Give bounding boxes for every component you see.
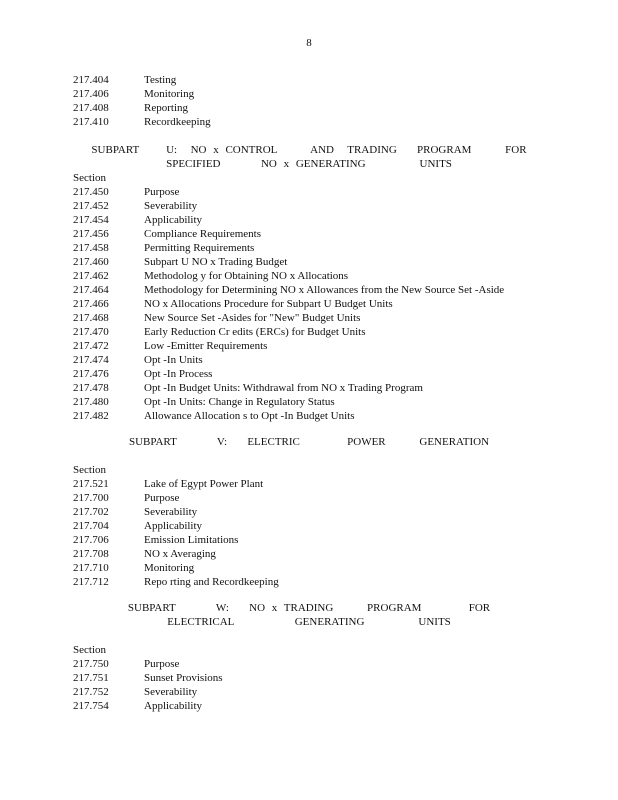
- section-number: 217.456: [73, 228, 109, 240]
- section-title: Opt -In Process: [144, 368, 213, 380]
- list-item: [73, 519, 553, 533]
- section-number: 217.406: [73, 88, 109, 100]
- section-title: Purpose: [144, 492, 180, 504]
- section-title: Repo rting and Recordkeeping: [144, 576, 279, 588]
- list-item: [73, 185, 553, 199]
- section-number: 217.751: [73, 672, 109, 684]
- section-number: 217.706: [73, 534, 109, 546]
- section-label: Section: [73, 644, 106, 656]
- list-item: [73, 395, 553, 409]
- section-title: Purpose: [144, 186, 180, 198]
- section-number: 217.710: [73, 562, 109, 574]
- section-title: NO x Averaging: [144, 548, 216, 560]
- list-item: [73, 533, 553, 547]
- section-title: Sunset Provisions: [144, 672, 223, 684]
- section-title: Monitoring: [144, 88, 195, 100]
- section-number: 217.702: [73, 506, 109, 518]
- list-item: [73, 213, 553, 227]
- list-item: [73, 241, 553, 255]
- section-title: Reporting: [144, 102, 188, 114]
- section-number: 217.408: [73, 102, 109, 114]
- section-number: 217.410: [73, 116, 109, 128]
- list-item: [73, 227, 553, 241]
- subpart-v-heading: SUBPART V: ELECTRIC POWER GENERATION: [128, 436, 490, 448]
- section-number: 217.460: [73, 256, 109, 268]
- section-number: 217.704: [73, 520, 109, 532]
- section-number: 217.458: [73, 242, 109, 254]
- list-item: [73, 73, 553, 87]
- section-number: 217.450: [73, 186, 109, 198]
- list-item: [73, 297, 553, 311]
- section-number: 217.472: [73, 340, 109, 352]
- section-number: 217.521: [73, 478, 109, 490]
- list-item: [73, 101, 553, 115]
- section-title: Methodology for Determining NO x Allowances from the New Source Set -Aside: [144, 284, 505, 296]
- list-item: [73, 199, 553, 213]
- section-label: Section: [73, 464, 106, 476]
- subpart-w-heading-line1: SUBPART W: NO x TRADING PROGRAM FOR: [127, 602, 491, 614]
- section-number: 217.468: [73, 312, 109, 324]
- list-item: [73, 325, 553, 339]
- section-title: NO x Allocations Procedure for Subpart U Budget Units: [144, 298, 393, 310]
- list-item: [73, 409, 553, 423]
- section-title: Allowance Allocation s to Opt -In Budget Units: [144, 410, 355, 422]
- section-title: Lake of Egypt Power Plant: [144, 478, 264, 490]
- section-number: 217.452: [73, 200, 109, 212]
- section-number: 217.752: [73, 686, 109, 698]
- section-number: 217.464: [73, 284, 109, 296]
- section-number: 217.404: [73, 74, 109, 86]
- list-item: [73, 115, 553, 129]
- section-number: 217.454: [73, 214, 109, 226]
- section-number: 217.466: [73, 298, 109, 310]
- list-item: [73, 671, 553, 685]
- list-item: [73, 367, 553, 381]
- section-title: Opt -In Budget Units: Withdrawal from NO x Trading Program: [144, 382, 423, 394]
- section-title: Applicability: [144, 520, 203, 532]
- section-title: Severability: [144, 686, 198, 698]
- section-list-v: [73, 463, 553, 589]
- section-title: Severability: [144, 506, 198, 518]
- section-title: Subpart U NO x Trading Budget: [144, 256, 288, 268]
- section-title: Emission Limitations: [144, 534, 239, 546]
- list-item: [73, 685, 553, 699]
- section-number: 217.712: [73, 576, 109, 588]
- list-item: [73, 491, 553, 505]
- section-title: Early Reduction Cr edits (ERCs) for Budget Units: [144, 326, 366, 338]
- section-title: Purpose: [144, 658, 180, 670]
- section-number: 217.482: [73, 410, 109, 422]
- list-item: [73, 547, 553, 561]
- section-number: 217.754: [73, 700, 109, 712]
- section-label: Section: [73, 172, 106, 184]
- section-title: Methodolog y for Obtaining NO x Allocations: [144, 270, 349, 282]
- section-list-w: [73, 643, 553, 713]
- section-number: 217.700: [73, 492, 109, 504]
- section-title: Applicability: [144, 214, 203, 226]
- section-list-u: [73, 171, 553, 423]
- list-item: [73, 255, 553, 269]
- section-title: Opt -In Units: [144, 354, 203, 366]
- list-item: [73, 311, 553, 325]
- section-title: Permitting Requirements: [144, 242, 255, 254]
- list-item: [73, 699, 553, 713]
- list-item: [73, 575, 553, 589]
- section-title: Recordkeeping: [144, 116, 211, 128]
- list-item: [73, 283, 553, 297]
- section-number: 217.478: [73, 382, 109, 394]
- list-item: [73, 87, 553, 101]
- section-title: Testing: [144, 74, 177, 86]
- list-item: [73, 477, 553, 491]
- page-number: 8: [306, 37, 312, 49]
- section-title: Compliance Requirements: [144, 228, 261, 240]
- section-number: 217.474: [73, 354, 109, 366]
- section-number: 217.480: [73, 396, 109, 408]
- list-item: [73, 339, 553, 353]
- section-title: Low -Emitter Requirements: [144, 340, 268, 352]
- list-item: [73, 505, 553, 519]
- list-item: [73, 353, 553, 367]
- section-title: Opt -In Units: Change in Regulatory Status: [144, 396, 335, 408]
- section-number: 217.476: [73, 368, 109, 380]
- subpart-u-heading-line1: SUBPART U: NO x CONTROL AND TRADING PROGRAM FOR: [91, 144, 527, 156]
- section-title: New Source Set -Asides for "New" Budget Units: [144, 312, 361, 324]
- section-list-a: [73, 73, 553, 129]
- section-number: 217.750: [73, 658, 109, 670]
- section-title: Applicability: [144, 700, 203, 712]
- section-title: Monitoring: [144, 562, 195, 574]
- list-item: [73, 657, 553, 671]
- section-title: Severability: [144, 200, 198, 212]
- section-number: 217.462: [73, 270, 109, 282]
- list-item: [73, 269, 553, 283]
- section-number: 217.708: [73, 548, 109, 560]
- list-item: [73, 381, 553, 395]
- subpart-w-heading-line2: ELECTRICAL GENERATING UNITS: [167, 616, 451, 628]
- subpart-u-heading-line2: SPECIFIED NO x GENERATING UNITS: [166, 158, 452, 170]
- section-number: 217.470: [73, 326, 109, 338]
- list-item: [73, 561, 553, 575]
